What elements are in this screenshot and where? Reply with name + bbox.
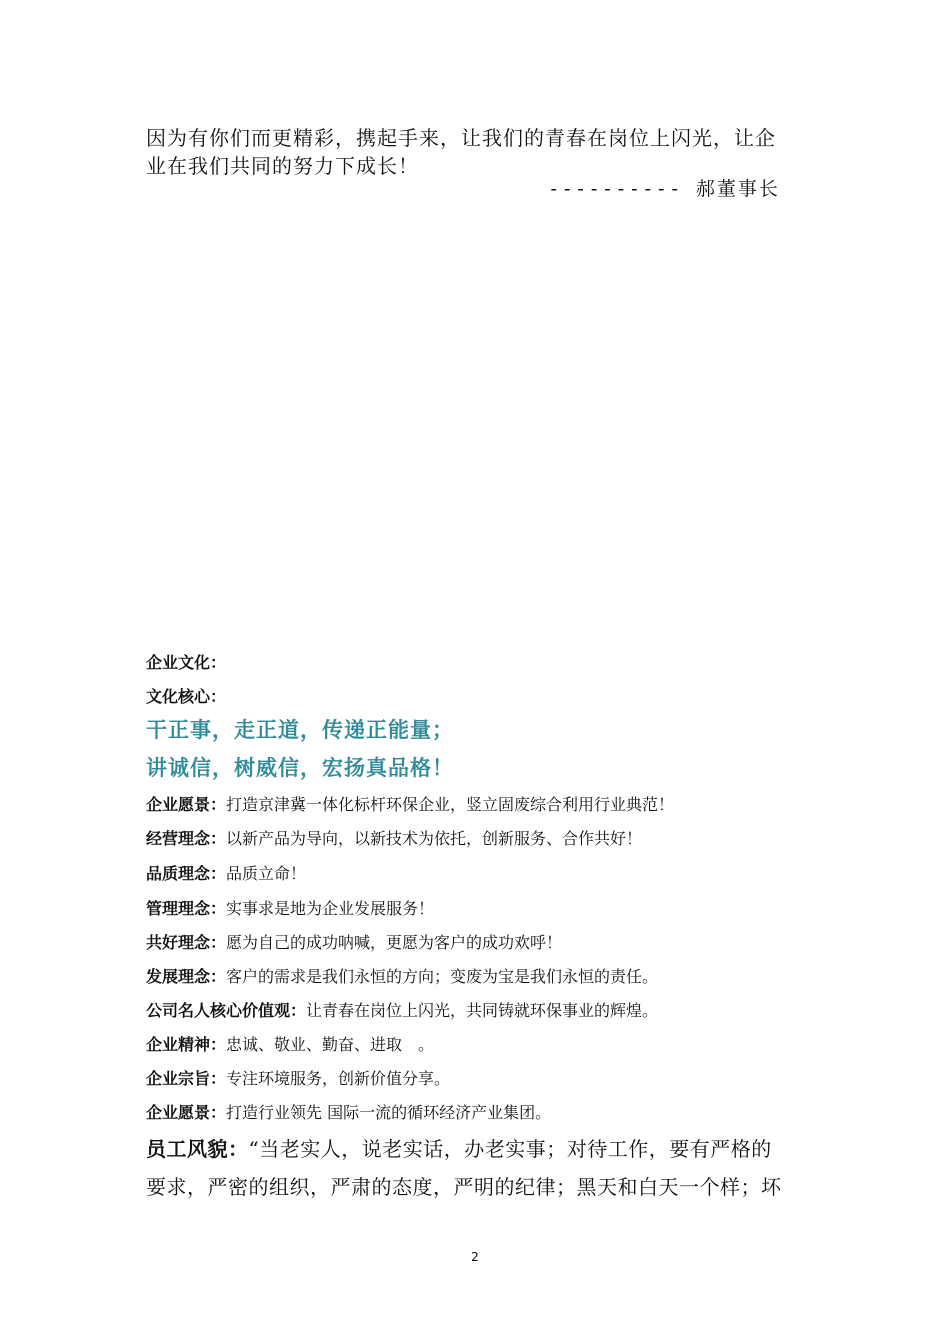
intro-line-2: 业在我们共同的努力下成长！ [146, 154, 419, 178]
culture-item [146, 1066, 450, 1089]
culture-item-label: 企业愿景： [146, 795, 227, 814]
culture-slogan-1: 干正事，走正道，传递正能量； [146, 718, 454, 742]
page-number: 2 [471, 1250, 479, 1264]
culture-item-text: 愿为自己的成功呐喊，更愿为客户的成功欢呼！ [226, 933, 563, 952]
culture-item-label: 企业愿景： [146, 1103, 227, 1122]
staff-label: 员工风貌： [146, 1137, 249, 1161]
culture-item-text: 客户的需求是我们永恒的方向；变废为宝是我们永恒的责任。 [226, 967, 659, 986]
culture-item-text: 品质立命！ [226, 864, 307, 883]
culture-item [146, 861, 306, 884]
culture-item [146, 998, 658, 1021]
culture-item-label: 管理理念： [146, 899, 227, 918]
culture-item [146, 930, 562, 953]
culture-item [146, 964, 658, 987]
culture-item-label: 共好理念： [146, 933, 227, 952]
culture-item-label: 发展理念： [146, 967, 227, 986]
intro-paragraph [146, 124, 816, 180]
signoff: ---------- 郝董事长 [548, 178, 780, 200]
intro-line-1: 因为有你们而更精彩，携起手来，让我们的青春在岗位上闪光，让企 [146, 126, 776, 150]
culture-item-label: 公司名人核心价值观： [146, 1001, 307, 1020]
culture-item [146, 1032, 434, 1055]
staff-text-line-2: 要求，严密的组织，严肃的态度，严明的纪律；黑天和白天一个样；坏 [146, 1175, 782, 1199]
culture-item-text: 打造行业领先 国际一流的循环经济产业集团。 [226, 1103, 552, 1122]
culture-item [146, 826, 642, 849]
culture-item-label: 企业宗旨： [146, 1069, 227, 1088]
culture-item-label: 企业精神： [146, 1035, 227, 1054]
culture-item [146, 896, 434, 919]
culture-core-heading: 文化核心： [146, 687, 227, 706]
culture-item-text: 忠诚、敬业、勤奋、进取 。 [226, 1035, 435, 1054]
culture-item-text: 打造京津冀一体化标杆环保企业，竖立固废综合利用行业典范！ [226, 795, 675, 814]
culture-item-text: 让青春在岗位上闪光，共同铸就环保事业的辉煌。 [306, 1001, 659, 1020]
culture-item [146, 1100, 551, 1123]
culture-item [146, 792, 674, 815]
staff-text-line-1: “当老实人，说老实话，办老实事；对待工作，要有严格的 [248, 1137, 772, 1161]
culture-item-label: 经营理念： [146, 829, 227, 848]
culture-item-text: 专注环境服务，创新价值分享。 [226, 1069, 451, 1088]
culture-item-label: 品质理念： [146, 864, 227, 883]
staff-paragraph [146, 1130, 812, 1206]
culture-item-text: 以新产品为导向，以新技术为依托，创新服务、合作共好！ [226, 829, 643, 848]
culture-item-text: 实事求是地为企业发展服务！ [226, 899, 435, 918]
culture-slogan-2: 讲诚信，树威信，宏扬真品格！ [146, 756, 454, 780]
culture-heading: 企业文化： [146, 653, 227, 672]
